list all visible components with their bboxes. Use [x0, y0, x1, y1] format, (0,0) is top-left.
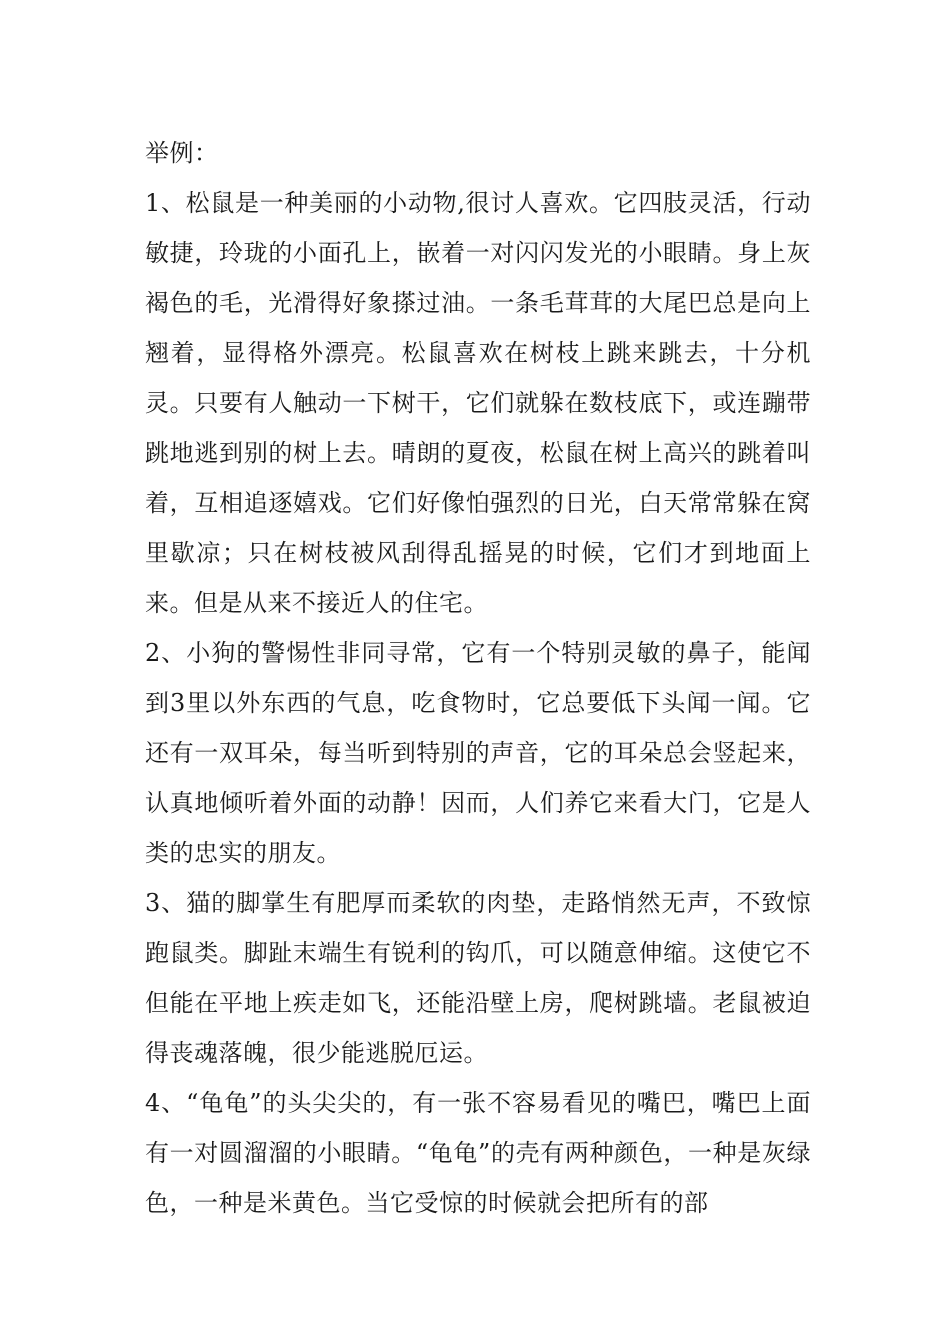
paragraph-cat: 3、猫的脚掌生有肥厚而柔软的肉垫，走路悄然无声，不致惊跑鼠类。脚趾末端生有锐利的钩爪，可以随意伸缩。这使它不但能在平地上疾走如飞，还能沿壁上房，爬树跳墙。老鼠被迫得丧魂落魄，很少能逃脱厄运。 [145, 889, 811, 1067]
document-page [145, 128, 811, 1228]
paragraph-turtle: 4、“龟龟”的头尖尖的，有一张不容易看见的嘴巴，嘴巴上面有一对圆溜溜的小眼睛。“龟龟”的壳有两种颜色，一种是灰绿色，一种是米黄色。当它受惊的时候就会把所有的部 [145, 1089, 811, 1217]
paragraph-squirrel: 1、松鼠是一种美丽的小动物,很讨人喜欢。它四肢灵活，行动敏捷，玲珑的小面孔上，嵌着一对闪闪发光的小眼睛。身上灰褐色的毛，光滑得好象搽过油。一条毛茸茸的大尾巴总是向上翘着，显得格外漂亮。松鼠喜欢在树枝上跳来跳去，十分机灵。只要有人触动一下树干，它们就躲在数枝底下，或连蹦带跳地逃到别的树上去。晴朗的夏夜，松鼠在树上高兴的跳着叫着，互相追逐嬉戏。它们好像怕强烈的日光，白天常常躲在窝里歇凉；只在树枝被风刮得乱摇晃的时候，它们才到地面上来。但是从来不接近人的住宅。 [145, 189, 811, 617]
paragraph-dog: 2、小狗的警惕性非同寻常，它有一个特别灵敏的鼻子，能闻到3里以外东西的气息，吃食物时，它总要低下头闻一闻。它还有一双耳朵，每当听到特别的声音，它的耳朵总会竖起来，认真地倾听着外面的动静！因而，人们养它来看大门，它是人类的忠实的朋友。 [145, 639, 811, 867]
heading: 举例： [145, 139, 219, 167]
